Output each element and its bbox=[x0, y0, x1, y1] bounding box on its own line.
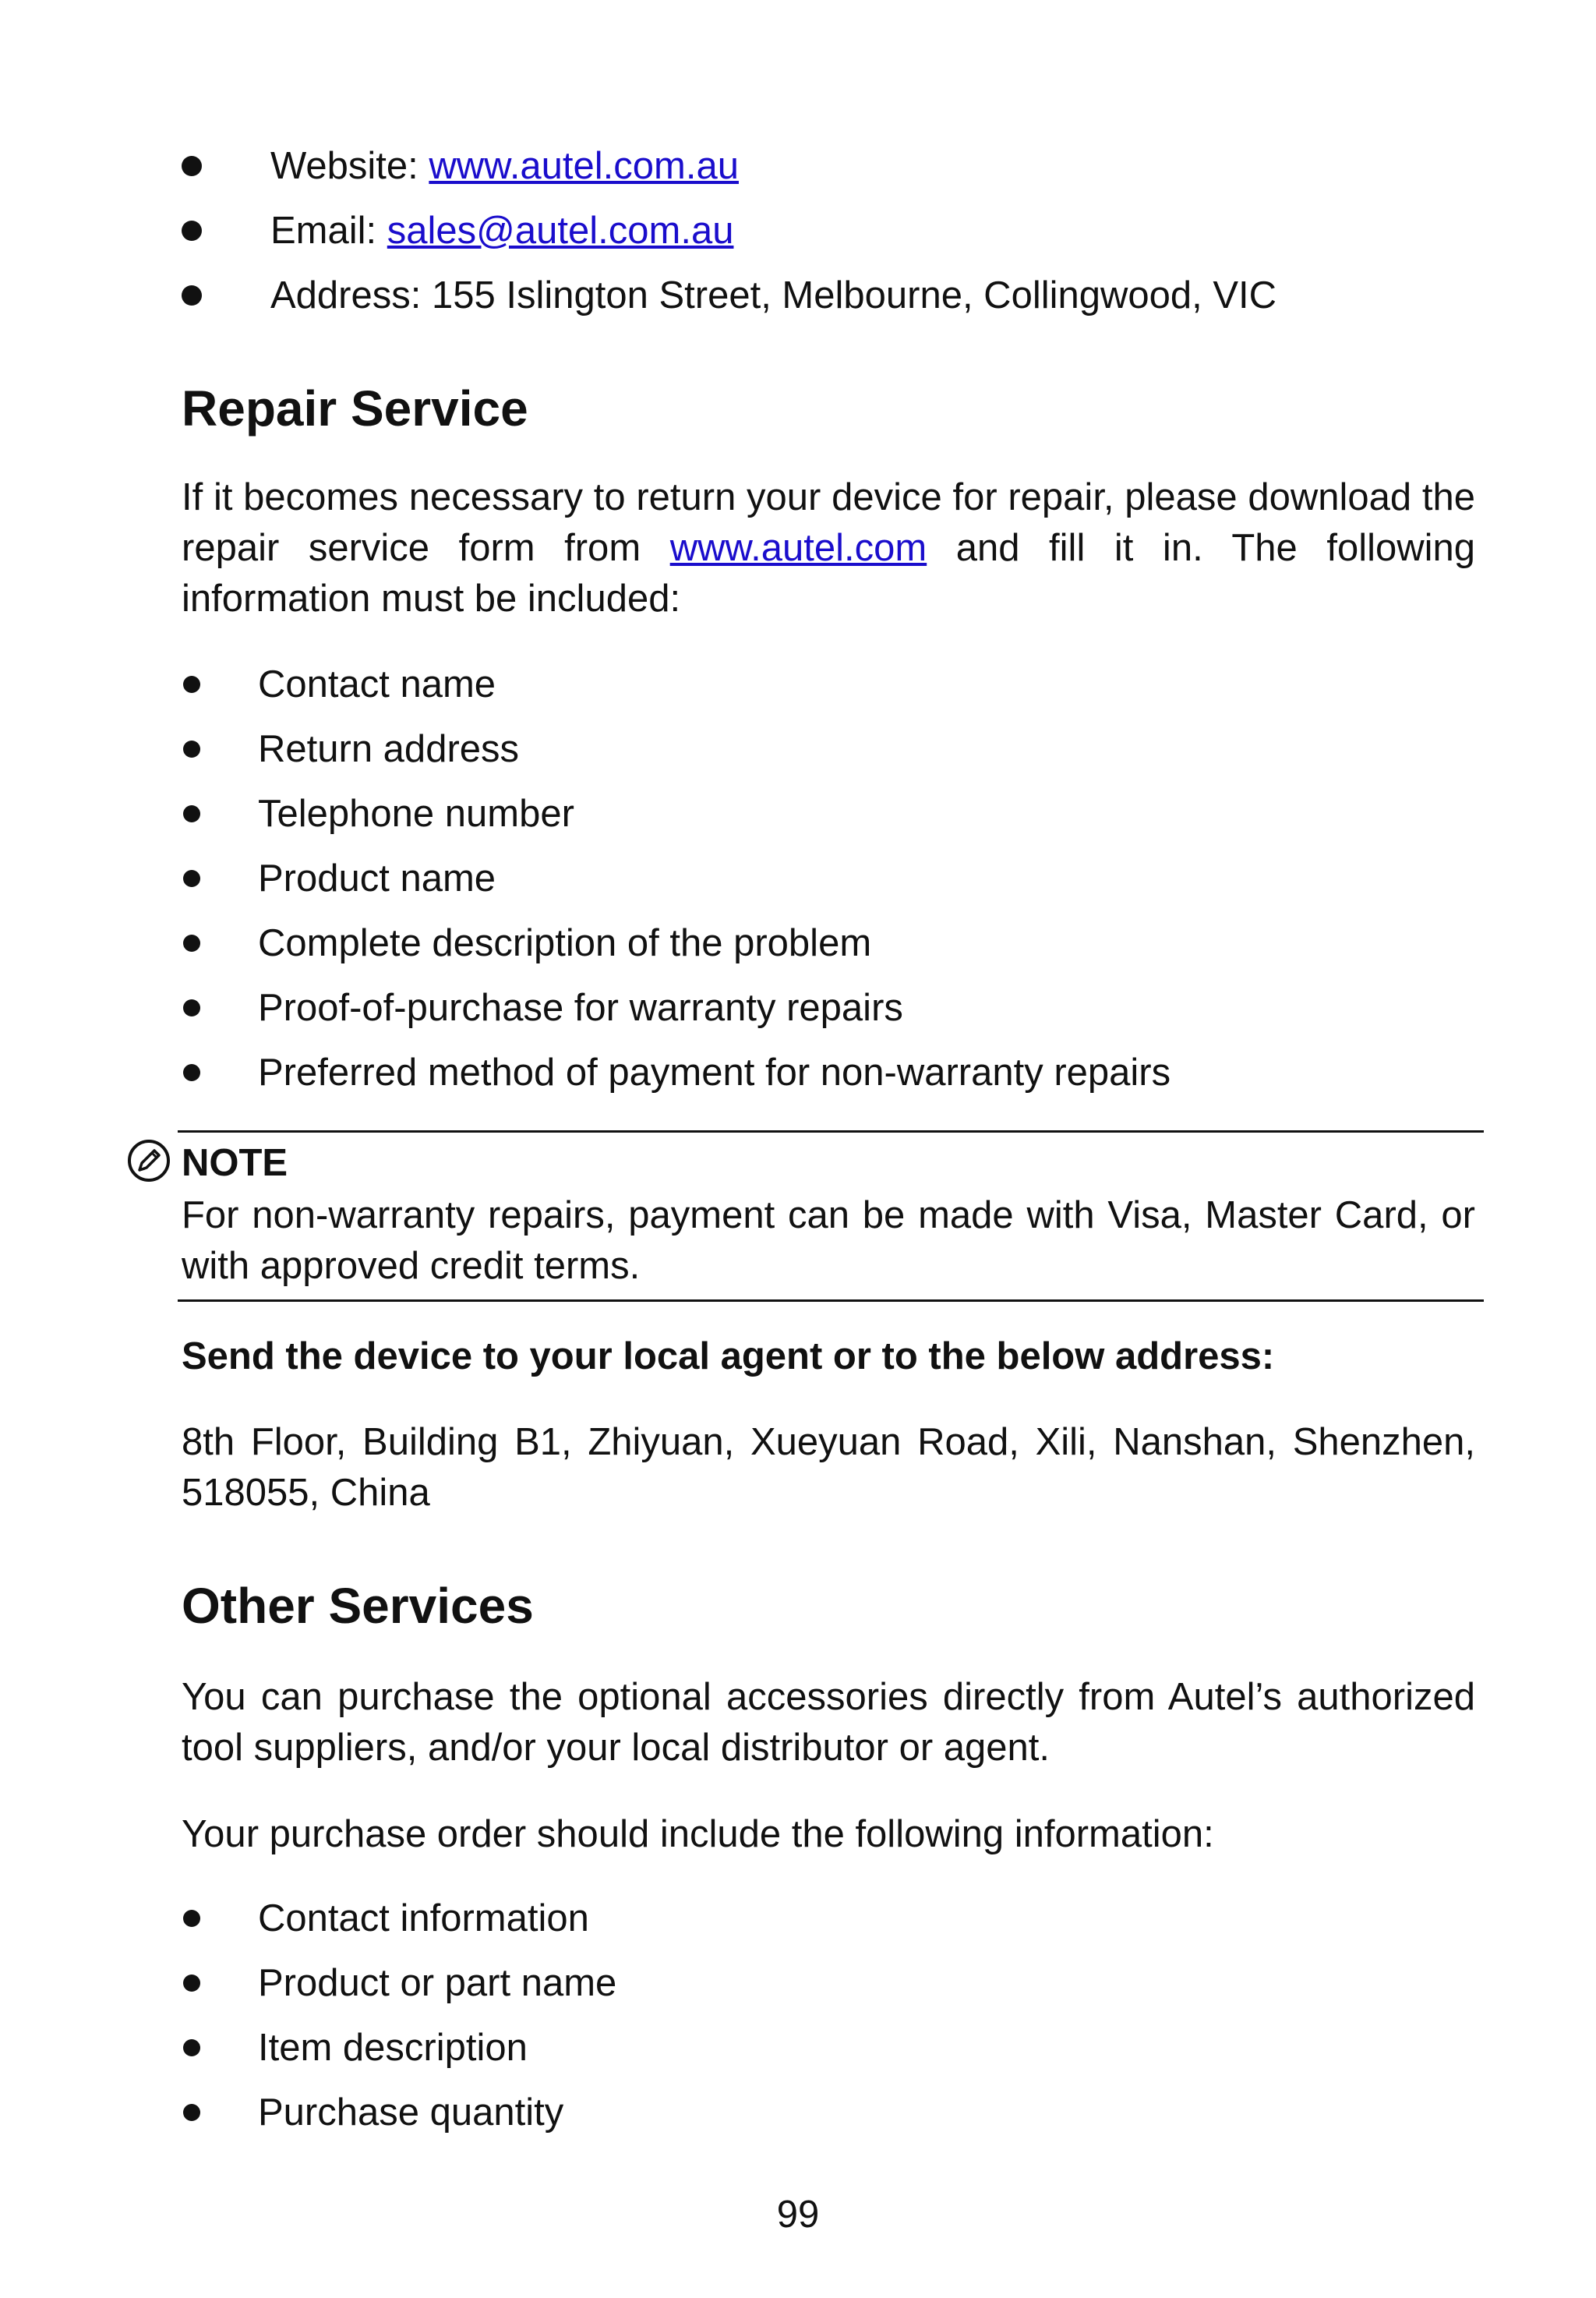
contact-list bbox=[182, 140, 1491, 334]
contact-address bbox=[182, 270, 1491, 334]
website-link[interactable]: www.autel.com.au bbox=[429, 145, 739, 187]
list-item: Purchase quantity bbox=[182, 2087, 1475, 2151]
list-item: Proof-of-purchase for warranty repairs bbox=[182, 982, 1475, 1047]
purchase-order-paragraph: Your purchase order should include the following information: bbox=[182, 1813, 1214, 1855]
bullet-icon bbox=[183, 2104, 200, 2121]
list-item: Item description bbox=[182, 2022, 1475, 2087]
contact-email-text bbox=[270, 205, 733, 256]
bullet-icon bbox=[182, 221, 202, 241]
bullet-icon bbox=[183, 2039, 200, 2056]
note-text: For non-warranty repairs, payment can be made with Visa, Master Card, or with approved credit terms. bbox=[182, 1194, 1475, 1287]
list-item: Contact information bbox=[182, 1893, 1475, 1957]
contact-email bbox=[182, 205, 1491, 270]
list-item: Return address bbox=[182, 723, 1475, 788]
email-label: Email: bbox=[270, 210, 387, 252]
repair-service-heading: Repair Service bbox=[182, 380, 528, 437]
bullet-icon bbox=[183, 805, 200, 822]
list-item: Preferred method of payment for non-warranty repairs bbox=[182, 1047, 1475, 1112]
repair-required-info-list bbox=[182, 659, 1475, 1112]
bullet-icon bbox=[183, 676, 200, 693]
repair-intro-before: If it becomes necessary to return your device for repair, please download the repair service form from bbox=[182, 476, 1475, 569]
repair-intro-after: and fill it in. The following information must be included: bbox=[182, 527, 1475, 620]
contact-website-text bbox=[270, 140, 739, 192]
bullet-icon bbox=[182, 156, 202, 176]
bullet-icon bbox=[182, 285, 202, 306]
page-number: 99 bbox=[776, 2194, 820, 2236]
autel-website-link[interactable]: www.autel.com bbox=[669, 527, 927, 569]
other-services-heading: Other Services bbox=[182, 1578, 534, 1634]
repair-intro-paragraph bbox=[182, 472, 1475, 624]
email-link[interactable]: sales@autel.com.au bbox=[387, 210, 734, 252]
contact-address-text: Address: 155 Islington Street, Melbourne, Collingwood, VIC bbox=[270, 274, 1277, 316]
bullet-icon bbox=[183, 741, 200, 758]
list-item: Product name bbox=[182, 853, 1475, 917]
list-item: Complete description of the problem bbox=[182, 917, 1475, 982]
pencil-note-icon bbox=[126, 1138, 171, 1183]
bullet-icon bbox=[183, 1975, 200, 1992]
note-title: NOTE bbox=[182, 1142, 288, 1184]
list-item: Product or part name bbox=[182, 1957, 1475, 2022]
bullet-icon bbox=[183, 999, 200, 1016]
contact-website bbox=[182, 140, 1491, 205]
shipping-instruction: Send the device to your local agent or to the below address: bbox=[182, 1335, 1275, 1377]
list-item: Telephone number bbox=[182, 788, 1475, 853]
bullet-icon bbox=[183, 935, 200, 952]
website-label: Website: bbox=[270, 145, 429, 187]
other-services-paragraph: You can purchase the optional accessories directly from Autel’s authorized tool suppliers, and/or your local distributor or agent. bbox=[182, 1676, 1475, 1769]
bullet-icon bbox=[183, 1064, 200, 1081]
bullet-icon bbox=[183, 870, 200, 887]
bullet-icon bbox=[183, 1910, 200, 1927]
list-item: Contact name bbox=[182, 659, 1475, 723]
shipping-address: 8th Floor, Building B1, Zhiyuan, Xueyuan Road, Xili, Nanshan, Shenzhen, 518055, China bbox=[182, 1421, 1475, 1514]
purchase-order-info-list bbox=[182, 1893, 1475, 2151]
